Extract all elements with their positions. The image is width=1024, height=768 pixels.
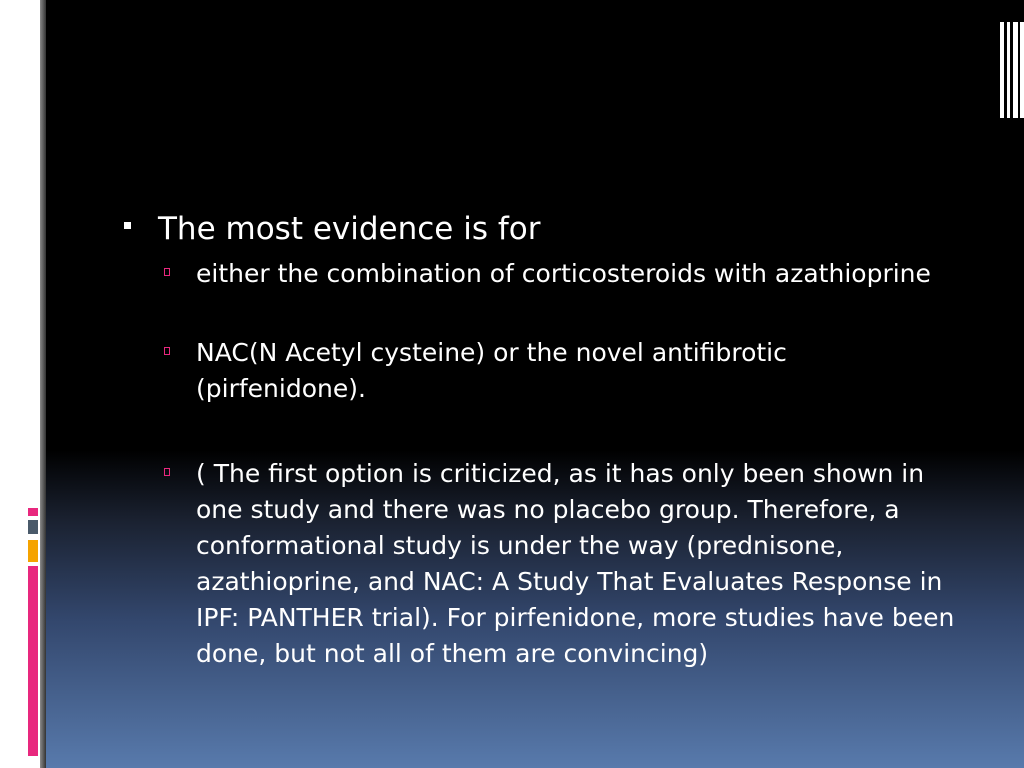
sub-bullet-text: ( The first option is criticized, as it has only been shown in one study and there was no placebo group. Therefore, a conformational study is under the way (prednisone, azathioprine, and NAC: A Study That Evaluates Response in IPF: PANTHER trial). For pirfenidone, more studies have been done, but not all of them are convincing) [196, 459, 955, 668]
sub-bullet-text: NAC(N Acetyl cysteine) or the novel antifibrotic (pirfenidone). [196, 338, 787, 403]
sub-bullet-icon [164, 268, 170, 276]
sub-bullet-text: either the combination of corticosteroids with azathioprine [196, 259, 931, 288]
main-bullet-text: The most evidence is for [158, 211, 541, 247]
sub-bullet-icon [164, 347, 170, 355]
bullet-square-icon [124, 222, 131, 229]
sub-bullet-icon [164, 468, 170, 476]
